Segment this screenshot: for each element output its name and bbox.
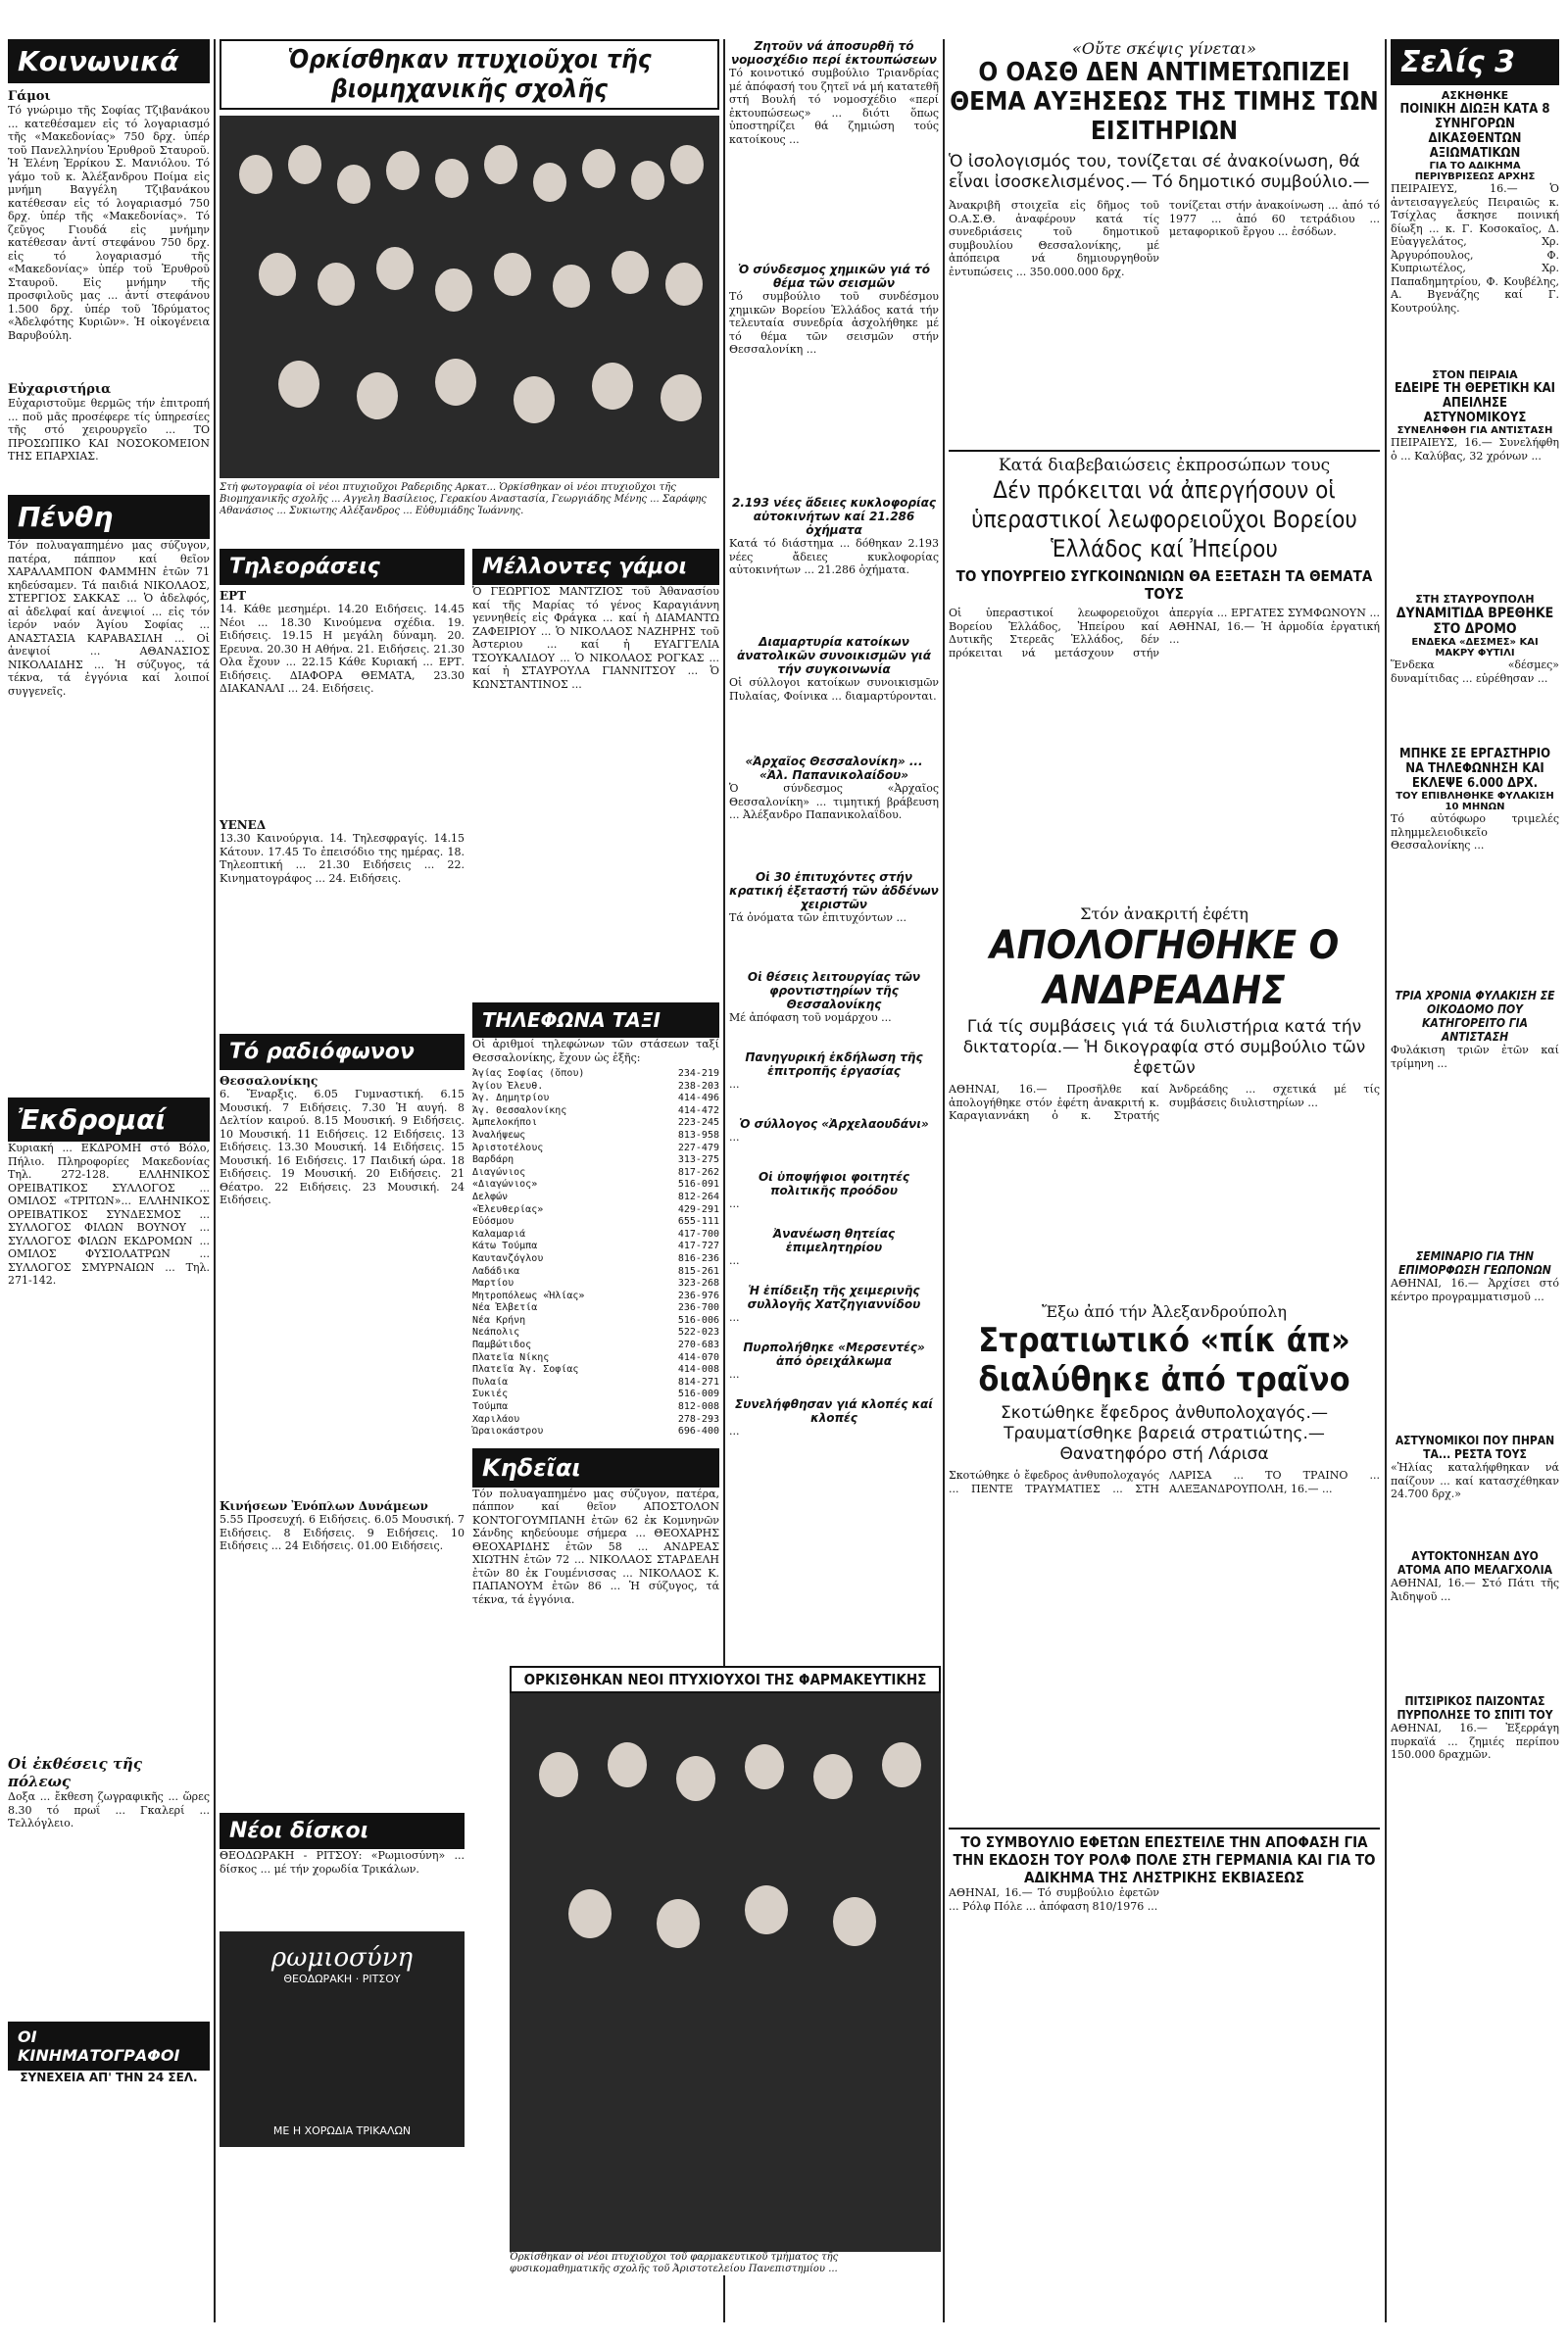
column-rule xyxy=(214,39,216,2322)
eucharistiria-text: Εὐχαριστοῦμε θερμῶς τήν ἐπιτροπή ... ποῦ μᾶς προσέφερε τίς ὑπηρεσίες τῆς στό χειρουργεῖο ... ΤΟ ΠΡΟΣΩΠΙΚΟ ΚΑΙ ΝΟΣΟΚΟΜΕΙΟΝ ΤΗΣ ΕΠΑΡΧΙΑΣ. xyxy=(8,397,210,463)
taxi-stand-name: Παμβώτιδος xyxy=(472,1340,532,1351)
buses-kicker: Κατά διαβεβαιώσεις ἐκπροσώπων τους xyxy=(949,450,1380,475)
kideiai-text: Τόν πολυαγαπημένο μας σύζυγον, πατέρα, πάππον καί θεῖον ΑΠΟΣΤΟΛΟΝ ΚΟΝΤΟΓΟΥΜΠΑΝΗ ἐτῶν 62 ἐκ Κομνηνῶν Σάνδης κηδεύουμε σήμερα ... ΘΕΟΧΑΡΗΣ ΘΕΟΧΑΡΙΔΗΣ ἐτῶν 58 ... ΑΝΔΡΕΑΣ ΧΙΩΤΗΝ ἐτῶν 72 ... ΝΙΚΟΛΑΟΣ ΣΤΑΡΔΕΛΗ ἐτῶν 80 ἐκ Γουμένισσας ... ΝΙΚΟΛΑΟΣ Κ. ΠΑΠΑΝΟΥΜ ἐτῶν 86 ... Ἡ σύζυγος, τά τέκνα, τά ἐγγόνια. xyxy=(472,1487,719,1606)
s6-text: Τά ὀνόματα τῶν ἐπιτυχόντων ... xyxy=(729,911,906,924)
taxi-stand-phone: 429-291 xyxy=(677,1203,719,1215)
s4-text: Οἱ σύλλογοι κατοίκων συνοικισμῶν Πυλαίας, Φοίνικα ... διαμαρτύρονται. xyxy=(729,676,939,703)
s2-title: Ὁ σύνδεσμος χημικῶν γιά τό θέμα τῶν σεισμῶν xyxy=(738,263,930,290)
radio-kinis-text: 5.55 Προσευχή. 6 Ειδήσεις. 6.05 Μουσική. 7 Ειδήσεις. 8 Ειδήσεις. 9 Ειδήσεις. 10 Ειδήσεις ... 24 Ειδήσεις. 01.00 Ειδήσεις. xyxy=(220,1513,465,1552)
section-koinonika-title: Κοινωνικά xyxy=(8,39,210,83)
taxi-row xyxy=(472,1414,719,1427)
oasth-body-2: τονίζεται στήν ἀνακοίνωση ... ἀπό τό 1977 ... ἀπό 60 τετράδιου ... μεταφορικοῦ ἔργου ... ἐσόδων. xyxy=(1169,199,1380,238)
h2-sub: ΣΥΝΕΛΗΦΘΗ ΓΙΑ ΑΝΤΙΣΤΑΣΗ xyxy=(1396,425,1553,436)
taxi-stand-phone: 696-400 xyxy=(677,1426,719,1438)
s9-text: ... xyxy=(729,1131,740,1144)
cinema-title: ΟΙ ΚΙΝΗΜΑΤΟΓΡΑΦΟΙ xyxy=(8,2022,210,2071)
taxi-stand-phone: 812-264 xyxy=(677,1191,719,1202)
sec2: ΣΤΟΝ ΠΕΙΡΑΙΑ xyxy=(1432,368,1518,381)
s11-title: Ἀνανέωση θητείας ἐπιμελητηρίου xyxy=(772,1227,896,1254)
tv-title: Τηλεοράσεις xyxy=(220,549,465,585)
taxi-row xyxy=(472,1327,719,1340)
taxi-stand-phone: 236-976 xyxy=(677,1290,719,1301)
h1-sub: ΓΙΑ ΤΟ ΑΔΙΚΗΜΑ ΠΕΡΙΥΒΡΙΣΕΩΣ ΑΡΧΗΣ xyxy=(1414,161,1536,182)
oasth-body-1: Ἀνακριβῆ στοιχεῖα εἶς δῆμος τοῦ Ο.Α.Σ.Θ. ἀναφέρουν κατά τίς συνεδριάσεις τοῦ δημοτικοῦ συμβουλίου Θεσσαλονίκης, μέ ἀπόπειρα νά δημιουργηθοῦν ἐντυπώσεις ... 350.000.000 δρχ. xyxy=(949,199,1159,278)
pharmacy-photo xyxy=(510,1693,941,2252)
b6: ΑΘΗΝΑΙ, 16.— Ἀρχίσει στό κέντρο προγραμματισμοῦ ... xyxy=(1391,1277,1559,1303)
buses-body: Οἱ ὑπεραστικοί λεωφορειοῦχοι Βορείου Ἑλλάδος, Ἠπείρου καί Δυτικῆς Στερεᾶς Ἑλλάδος, δέν πρόκειται νά μετάσχουν στήν ἀπεργία ... ΕΡΓΑΤΕΣ ΣΥΜΦΩΝΟΥΝ ... ΑΘΗΝΑΙ, 16.— Ἡ ἀρμοδία ἐργατική ... xyxy=(949,607,1380,659)
train-headline: Στρατιωτικό «πίκ άπ» διαλύθηκε ἀπό τραῖνο xyxy=(978,1321,1350,1399)
taxi-row xyxy=(472,1143,719,1155)
taxi-stand-phone: 414-472 xyxy=(677,1104,719,1116)
column-rule xyxy=(943,39,945,2322)
taxi-row xyxy=(472,1204,719,1217)
b2: ΠΕΙΡΑΙΕΥΣ, 16.— Συνελήφθη ὁ ... Καλύβας, 32 χρόνων ... xyxy=(1391,436,1559,463)
gamoi-text: Τό γνώριμο τῆς Σοφίας Τζιβανάκου ... κατεθέσαμεν εἰς τό λογαριασμό τῆς «Μακεδονίας» 750 δρχ. ὑπέρ τοῦ Πανελληνίου Ἑρυθροῦ Σταυροῦ. Ἡ Ἐλένη Ἐρρίκου Σ. Μανιόλου. Τό γάμο τοῦ κ. Ἀλέξανδρου Ποίμα εἰς μνήμη Βαγγέλη Τζιβανάκου κατέθεσαν εἰς τό λογαριασμό 750 δρχ. ὑπέρ τῆς «Μακεδονίας». Τό ζεῦγος Γιουδά εἰς μνήμην κατέθεσαν ἀντί στεφάνου 750 δρχ. εἰς τό λογαριασμό τῆς «Μακεδονίας» ὑπέρ τοῦ Ἐρυθροῦ Σταυροῦ. Εἰς μνήμην τῆς προσφιλοῦς μας ... ἀντί στεφάνου 1.500 δρχ. ὑπέρ τοῦ Ἱδρύματος «Ἀδελφότης Κυριῶν». Ἡ οἰκογένεια Βαρυβούλη. xyxy=(8,104,210,342)
taxi-stand-phone: 417-727 xyxy=(677,1241,719,1252)
taxi-stand-phone: 236-700 xyxy=(677,1302,719,1314)
taxi-phones-title: ΤΗΛΕΦΩΝΑ ΤΑΞΙ xyxy=(472,1002,719,1038)
h1: ΠΟΙΝΙΚΗ ΔΙΩΞΗ ΚΑΤΑ 8 ΣΥΝΗΓΟΡΩΝ ΔΙΚΑΣΘΕΝΤΩΝ ΑΞΙΩΜΑΤΙΚΩΝ xyxy=(1399,102,1550,161)
record-title: ρωμιοσύνη xyxy=(270,1943,414,1973)
h5: ΤΡΙΑ ΧΡΟΝΙΑ ΦΥΛΑΚΙΣΗ ΣΕ ΟΙΚΟΔΟΜΟ ΠΟΥ ΚΑΤΗΓΟΡΕΙΤΟ ΓΙΑ ΑΝΤΙΣΤΑΣΗ xyxy=(1395,989,1555,1044)
section-penthi-title: Πένθη xyxy=(8,495,210,539)
ektheseis-label: Οἱ ἐκθέσεις τῆς πόλεως xyxy=(8,1755,142,1790)
s1-title: Ζητοῦν νά ἀποσυρθῆ τό νομοσχέδιο περί ἐκτουπώσεων xyxy=(731,39,937,67)
taxi-stand-phone: 414-070 xyxy=(677,1351,719,1363)
train-body: Σκοτώθηκε ὁ ἔφεδρος ἀνθυπολοχαγός ... ΠΕΝΤΕ ΤΡΑΥΜΑΤΙΕΣ ... ΣΤΗ ΛΑΡΙΣΑ ... ΤΟ ΤΡΑΙΝΟ ... ΑΛΕΞΑΝΔΡΟΥΠΟΛΗ, 16.— ... xyxy=(949,1469,1380,1495)
penthi-text: Τόν πολυαγαπημένο μας σύζυγον, πατέρα, πάππον καί θεῖον ΧΑΡΑΛΑΜΠΟΝ ΦΑΜΜΗΝ ἐτῶν 71 κηδεύσαμεν. Τά παιδιά ΝΙΚΟΛΑΟΣ, ΣΤΕΡΓΙΟΣ ΣΑΚΚΑΣ ... Ὁ ἀδελφός, αἱ ἀδελφαί καί ἀνεψιοί ... εἰς τόν ἱερόν ναόν Ἁγίου Σοφίας ... ΑΝΑΣΤΑΣΙΑ ΚΑΡΑΒΑΣΙΛΗ ... Οἱ ἀνεψιοί ... ΑΘΑΝΑΣΙΟΣ ΝΙΚΟΛΑΙΔΗΣ ... Ἡ σύζυγος, τά τέκνα, τά ἐγγόνια καί λοιποί συγγενεῖς. xyxy=(8,539,210,698)
taxi-row xyxy=(472,1192,719,1204)
taxi-phones-intro: Οἱ ἀριθμοί τηλεφώνων τῶν στάσεων ταξί Θεσσαλονίκης, ἔχουν ὡς ἑξῆς: xyxy=(472,1038,719,1064)
taxi-stand-name: Συκιές xyxy=(472,1389,509,1400)
taxi-row xyxy=(472,1266,719,1279)
section-ekdromai-title: Ἐκδρομαί xyxy=(8,1098,210,1142)
s4-title: Διαμαρτυρία κατοίκων ἀνατολικῶν συνοικισμῶν γιά τήν συγκοινωνία xyxy=(737,635,931,676)
tv-yened-text: 13.30 Καινούργια. 14. Τηλεσφραγίς. 14.15 Κάτουν. 17.45 Το ἐπεισόδιο της ημέρας. 18. Τηλεοπτική ... 21.30 Ειδήσεις ... 22. Κινηματογράφος ... 24. Ειδήσεις. xyxy=(220,832,465,885)
ekdromai-text: Κυριακή ... ΕΚΔΡΟΜΗ στό Βόλο, Πήλιο. Πληροφορίες Μακεδονίας Τηλ. 272-128. ΕΛΛΗΝΙΚΟΣ ΟΡΕΙΒΑΤΙΚΟΣ ΣΥΛΛΟΓΟΣ ... ΟΜΙΛΟΣ «ΤΡΙΤΩΝ»... ΕΛΛΗΝΙΚΟΣ ΟΡΕΙΒΑΤΙΚΟΣ ΣΥΝΔΕΣΜΟΣ ... ΣΥΛΛΟΓΟΣ ΦΙΛΩΝ ΒΟΥΝΟΥ ... ΣΥΛΛΟΓΟΣ ΦΙΛΩΝ ΕΚΔΡΟΜΩΝ ... ΟΜΙΛΟΣ ΦΥΣΙΟΛΑΤΡΩΝ ... ΣΥΛΛΟΓΟΣ ΣΜΥΡΝΑΙΩΝ ... Τηλ. 271-142. xyxy=(8,1142,210,1287)
taxi-row xyxy=(472,1179,719,1192)
taxi-stand-name: Ὡραιοκάστρου xyxy=(472,1426,544,1438)
rolf-pole-body: ΑΘΗΝΑΙ, 16.— Τό συμβούλιο ἐφετῶν ... Ρόλφ Πόλε ... ἀπόφαση 810/1976 ... xyxy=(949,1886,1159,1913)
taxi-stand-name: «Ἐλευθερίας» xyxy=(472,1203,544,1215)
oasth-headline: Ο ΟΑΣΘ ΔΕΝ ΑΝΤΙΜΕΤΩΠΙΖΕΙ ΘΕΜΑ ΑΥΞΗΣΕΩΣ ΤΗΣ ΤΙΜΗΣ ΤΩΝ ΕΙΣΙΤΗΡΙΩΝ xyxy=(950,58,1379,146)
column-rule xyxy=(1385,39,1387,2322)
b3: Ἕνδεκα «δέσμες» δυναμίτιδας ... εὐρέθησαν ... xyxy=(1391,659,1559,685)
s1-text: Τό κοινοτικό συμβούλιο Τριανδρίας μέ ἀπόφασή του ζητεῖ νά μή κατατεθῆ στή Βουλή τό νομοσχέδιο «περί ἐκτουπώσεως» ... διότι ὅπως ὑποστηρίζει θά ζημιώση τούς κατοίκους ... xyxy=(729,67,939,146)
taxi-row xyxy=(472,1167,719,1180)
taxi-stand-phone: 817-262 xyxy=(677,1166,719,1178)
tv-ert-label: ΕΡΤ xyxy=(220,589,247,603)
b5: Φυλάκιση τριῶν ἐτῶν καί τρίμηνη ... xyxy=(1391,1044,1559,1070)
taxi-stand-phone: 278-293 xyxy=(677,1413,719,1425)
pharmacy-photo-block xyxy=(510,1666,941,2275)
taxi-stand-phone: 323-268 xyxy=(677,1278,719,1290)
s10-text: ... xyxy=(729,1197,740,1210)
s13-title: Πυρπολήθηκε «Μερσεντές» ἀπό ὁρειχάλκωμα xyxy=(743,1341,925,1368)
taxi-row xyxy=(472,1302,719,1315)
taxi-stand-name: Δελφών xyxy=(472,1191,509,1202)
h6: ΣΕΜΙΝΑΡΙΟ ΓΙΑ ΤΗΝ ΕΠΙΜΟΡΦΩΣΗ ΓΕΩΠΟΝΩΝ xyxy=(1398,1249,1551,1277)
new-records-text: ΘΕΟΔΩΡΑΚΗ - ΡΙΤΣΟΥ: «Ρωμιοσύνη» ... δίσκος ... μέ τήν χορωδία Τρικάλων. xyxy=(220,1849,465,1876)
andreadis-body: ΑΘΗΝΑΙ, 16.— Προσῆλθε καί ἀπολογήθηκε στόν ἐφέτη ἀνακριτή κ. Καραγιαννάκη ὁ κ. Στρατής Ἀνδρεάδης ... σχετικά μέ τίς συμβάσεις διυλιστηρίων ... xyxy=(949,1083,1380,1122)
taxi-row xyxy=(472,1389,719,1401)
s5-title: «Ἀρχαῖος Θεσσαλονίκη» ... «Ἀλ. Παπανικολαίδου» xyxy=(745,755,923,782)
taxi-stand-phone: 516-091 xyxy=(677,1179,719,1191)
taxi-stand-name: Κάτω Τούμπα xyxy=(472,1241,538,1252)
s14-title: Συνελήφθησαν γιά κλοπές καί κλοπές xyxy=(735,1397,933,1425)
sec-label: ΑΣΚΗΘΗΚΕ xyxy=(1441,89,1509,102)
s3-text: Κατά τό διάστημα ... δόθηκαν 2.193 νέες ἄδειες κυκλοφορίας αὐτοκινήτων ... 21.286 ὀχήματα. xyxy=(729,537,939,576)
new-records-title: Νέοι δίσκοι xyxy=(220,1813,465,1849)
taxi-row xyxy=(472,1401,719,1414)
s9-title: Ὁ σύλλογος «Ἀρχελαουδάνι» xyxy=(739,1117,929,1131)
taxi-stand-phone: 812-008 xyxy=(677,1401,719,1413)
taxi-row xyxy=(472,1093,719,1105)
oasth-kicker: «Οὔτε σκέψις γίνεται» xyxy=(1072,39,1256,58)
taxi-row xyxy=(472,1352,719,1365)
s12-title: Ἡ ἐπίδειξη τῆς χειμερινῆς συλλογῆς Χατζηγιαννίδου xyxy=(747,1284,921,1311)
s10-title: Οἱ ὑποψήφιοι φοιτητές πολιτικῆς προόδου xyxy=(758,1170,910,1197)
sec3: ΣΤΗ ΣΤΑΥΡΟΥΠΟΛΗ xyxy=(1415,593,1535,606)
b8: ΑΘΗΝΑΙ, 16.— Στό Πάτι τῆς Ἀιδηψοῦ ... xyxy=(1391,1577,1559,1603)
taxi-stand-name: Νεάπολις xyxy=(472,1327,520,1339)
taxi-stand-phone: 516-009 xyxy=(677,1389,719,1400)
taxi-stand-phone: 414-496 xyxy=(677,1093,719,1104)
taxi-stand-phone: 516-006 xyxy=(677,1314,719,1326)
column-right xyxy=(1391,39,1559,2322)
cinema-sub: ΣΥΝΕΧΕΙΑ ΑΠ' ΤΗΝ 24 ΣΕΛ. xyxy=(20,2071,198,2084)
taxi-row xyxy=(472,1068,719,1081)
radio-kinis-label: Κινήσεων Ἐνόπλων Δυνάμεων xyxy=(220,1499,428,1513)
s6-title: Οἱ 30 ἐπιτυχόντες στήν κρατική ἐξεταστή τῶν ἀδδένων χειριστῶν xyxy=(729,870,939,911)
taxi-stand-name: Λαδάδικα xyxy=(472,1265,520,1277)
taxi-stand-name: Χαριλάου xyxy=(472,1413,520,1425)
taxi-stand-phone: 234-219 xyxy=(677,1068,719,1079)
s14-text: ... xyxy=(729,1425,740,1438)
taxi-stand-name: Ἁγίου Ἐλευθ. xyxy=(472,1080,544,1092)
taxi-stand-phone: 522-023 xyxy=(677,1327,719,1339)
pharmacy-photo-title: ΟΡΚΙΣΘΗΚΑΝ ΝΕΟΙ ΠΤΥΧΙΟΥΧΟΙ ΤΗΣ ΦΑΡΜΑΚΕΥΤΙΚΗΣ xyxy=(510,1666,941,1693)
h9: ΠΙΤΣΙΡΙΚΟΣ ΠΑΙΖΟΝΤΑΣ ΠΥΡΠΟΛΗΣΕ ΤΟ ΣΠΙΤΙ ΤΟΥ xyxy=(1396,1694,1553,1722)
gamoi-label: Γάμοι xyxy=(8,89,51,104)
taxi-stand-phone: 238-203 xyxy=(677,1080,719,1092)
taxi-row xyxy=(472,1130,719,1143)
taxi-row xyxy=(472,1105,719,1118)
train-deck: Σκοτώθηκε ἔφεδρος ἀνθυπολοχαγός.— Τραυματίσθηκε βαρειά στρατιώτης.— Θανατηφόρο στή Λάρισα xyxy=(1001,1403,1328,1464)
taxi-stand-phone: 655-111 xyxy=(677,1216,719,1228)
taxi-stand-name: Πλατεῖα Ἁγ. Σοφίας xyxy=(472,1364,579,1376)
b4: Τό αὐτόφωρο τριμελές πλημμελειοδικεῖο Θεσσαλονίκης ... xyxy=(1391,812,1559,852)
kideiai-title: Κηδεῖαι xyxy=(472,1448,719,1488)
taxi-row xyxy=(472,1340,719,1352)
taxi-row xyxy=(472,1216,719,1229)
taxi-stand-phone: 227-479 xyxy=(677,1142,719,1153)
taxi-stand-name: Πλατεῖα Νίκης xyxy=(472,1351,550,1363)
buses-subhead: ΤΟ ΥΠΟΥΡΓΕΙΟ ΣΥΓΚΟΙΝΩΝΙΩΝ ΘΑ ΕΞΕΤΑΣΗ ΤΑ ΘΕΜΑΤΑ ΤΟΥΣ xyxy=(956,567,1373,603)
h3-sub: ΕΝΔΕΚΑ «ΔΕΣΜΕΣ» ΚΑΙ ΜΑΚΡΥ ΦΥΤΙΛΙ xyxy=(1411,637,1539,659)
taxi-stand-phone: 814-271 xyxy=(677,1376,719,1388)
ektheseis-text: Δοξα ... ἔκθεση ζωγραφικῆς ... ὥρες 8.30 τό πρωΐ ... Γκαλερί ... Τελλόγλειο. xyxy=(8,1790,210,1830)
taxi-stand-name: Εὐόσμου xyxy=(472,1216,514,1228)
mellontes-gamoi-title: Μέλλοντες γάμοι xyxy=(472,549,719,585)
taxi-stand-phone: 813-958 xyxy=(677,1129,719,1141)
taxi-stand-name: Ἀμπελοκήποι xyxy=(472,1117,538,1129)
taxi-stand-name: «Διαγώνιος» xyxy=(472,1179,538,1191)
b1: ΠΕΙΡΑΙΕΥΣ, 16.— Ὁ ἀντεισαγγελεύς Πειραιῶς κ. Τσίχλας ἄσκησε ποινική δίωξη ... κ. Γ. Κοσοκαῖος, Δ. Εὐαγγελάτος, Χρ. Ἀργυρόπουλος, Φ. Κυπριωτέλος, Χρ. Παπαδημητρίου, Φ. Κουβέλης, Α. Βγενάζης καί Γ. Κουτρούλης. xyxy=(1391,182,1559,315)
taxi-row xyxy=(472,1253,719,1266)
taxi-stand-phone: 270-683 xyxy=(677,1340,719,1351)
pharmacy-photo-caption: Ὁρκίσθηκαν οἱ νέοι πτυχιοῦχοι τοῦ φαρμακευτικοῦ τμήματος τῆς φυσικομαθηματικῆς σχολῆς τοῦ Ἀριστοτελείου Πανεπιστημίου ... xyxy=(510,2252,941,2275)
taxi-stand-phone: 223-245 xyxy=(677,1117,719,1129)
taxi-phones-list xyxy=(472,1068,719,1439)
oasth-deck: Ὁ ἰσολογισμός του, τονίζεται σέ ἀνακοίνωση, θά εἶναι ἰσοσκελισμένος.— Τό δημοτικό συμβούλιο.— xyxy=(949,152,1370,192)
taxi-stand-name: Ἁγίας Σοφίας (ὅπου) xyxy=(472,1068,585,1079)
radio-thess-label: Θεσσαλονίκης xyxy=(220,1074,318,1088)
taxi-stand-phone: 313-275 xyxy=(677,1154,719,1166)
column-main-news xyxy=(949,39,1380,2322)
record-subtitle: ΘΕΟΔΩΡΑΚΗ · ΡΙΤΣΟΥ xyxy=(283,1973,401,1985)
andreadis-headline: ΑΠΟΛΟΓΗΘΗΚΕ Ο ΑΝΔΡΕΑΔΗΣ xyxy=(989,923,1340,1013)
headline-biomichaniki: Ὁρκίσθηκαν πτυχιοῦχοι τῆς βιομηχανικῆς σχολῆς xyxy=(220,39,719,110)
page-label: Σελίς 3 xyxy=(1391,39,1559,85)
train-kicker: Ἔξω ἀπό τήν Ἀλεξανδρούπολη xyxy=(1042,1302,1287,1321)
s8-title: Πανηγυρική ἐκδήλωση τῆς ἐπιτροπῆς ἐργασίας xyxy=(745,1050,923,1078)
h8: ΑΥΤΟΚΤΟΝΗΣΑΝ ΔΥΟ ΑΤΟΜΑ ΑΠΟ ΜΕΛΑΓΧΟΛΙΑ xyxy=(1396,1549,1552,1577)
taxi-stand-name: Διαγώνιος xyxy=(472,1166,526,1178)
taxi-stand-name: Ἀριστοτέλους xyxy=(472,1142,544,1153)
column-social xyxy=(8,39,210,2322)
tv-ert-text: 14. Κάθε μεσημέρι. 14.20 Ειδήσεις. 14.45 Νέοι ... 18.30 Κινούμενα σχέδια. 19. Ειδήσεις. 19.15 Η μεγάλη δύναμη. 20. Ερευνα. 20.30 Η Αθήνα. 21. Ειδήσεις. 21.30 Ολα ἔχουν ... 22.15 Κάθε Κυριακή ... ΕΡΤ. Ειδήσεις. ΔΙΑΦΟΡΑ ΘΕΜΑΤΑ, 23.30 ΔΙΑΚΑΝΑΛΙ ... 24. Ειδήσεις. xyxy=(220,603,465,695)
s11-text: ... xyxy=(729,1254,740,1267)
taxi-row xyxy=(472,1364,719,1377)
taxi-row xyxy=(472,1117,719,1130)
taxi-stand-name: Μητροπόλεως «Ἡλίας» xyxy=(472,1290,585,1301)
taxi-row xyxy=(472,1291,719,1303)
taxi-stand-name: Νέα Ἐλβετία xyxy=(472,1302,538,1314)
s8-text: ... xyxy=(729,1078,740,1091)
buses-headline: Δέν πρόκειται νά ἀπεργήσουν οἱ ὑπεραστικοί λεωφορειοῦχοι Βορείου Ἑλλάδος καί Ἠπείρου xyxy=(971,476,1357,562)
taxi-stand-name: Ἁγ. Θεσσαλονίκης xyxy=(472,1104,567,1116)
b9: ΑΘΗΝΑΙ, 16.— Ἐξερράγη πυρκαϊά ... ζημιές περίπου 150.000 δραχμῶν. xyxy=(1391,1722,1559,1761)
taxi-stand-phone: 815-261 xyxy=(677,1265,719,1277)
record-cover xyxy=(220,1931,465,2147)
tv-yened-label: ΥΕΝΕΔ xyxy=(220,818,267,832)
taxi-row xyxy=(472,1315,719,1328)
h4-sub: ΤΟΥ ΕΠΙΒΛΗΘΗΚΕ ΦΥΛΑΚΙΣΗ 10 ΜΗΝΩΝ xyxy=(1396,791,1554,812)
taxi-stand-phone: 417-700 xyxy=(677,1228,719,1240)
taxi-stand-name: Νέα Κρήνη xyxy=(472,1314,526,1326)
taxi-row xyxy=(472,1229,719,1242)
s12-text: ... xyxy=(729,1311,740,1324)
taxi-stand-name: Ἁγ. Δημητρίου xyxy=(472,1093,550,1104)
h7: ΑΣΤΥΝΟΜΙΚΟΙ ΠΟΥ ΠΗΡΑΝ ΤΑ... ΡΕΣΤΑ ΤΟΥΣ xyxy=(1395,1434,1555,1461)
s7-title: Οἱ θέσεις λειτουργίας τῶν φροντιστηρίων τῆς Θεσσαλονίκης xyxy=(747,970,921,1011)
eucharistiria-label: Εὐχαριστήρια xyxy=(8,382,112,397)
taxi-row xyxy=(472,1081,719,1094)
s5-text: Ὁ σύνδεσμος «Ἀρχαῖος Θεσσαλονίκη» ... τιμητική βράβευση ... Ἀλέξανδρο Παπανικολαΐδου. xyxy=(729,782,939,821)
record-caption: ΜΕ Η ΧΟΡΩΔΙΑ ΤΡΙΚΑΛΩΝ xyxy=(272,2124,412,2137)
graduates-caption: Στή φωτογραφία οἱ νέοι πτυχιοῦχοι Ραδεριδης Αρκατ... Ὁρκίσθηκαν οἱ νέοι πτυχιοῦχοι τῆς Βιομηχανικῆς σχολῆς ... Αγγελη Βασίλειος, Γερακίου Αναστασία, Γεωργιάδης Μένης ... Σαράφης Αθανάσιος ... Συκιωτης Αλέξανδρος ... Εὐθυμιάδης Ἰωάννης. xyxy=(220,482,707,516)
taxi-row xyxy=(472,1377,719,1390)
taxi-stand-name: Μαρτίου xyxy=(472,1278,514,1290)
h4: ΜΠΗΚΕ ΣΕ ΕΡΓΑΣΤΗΡΙΟ ΝΑ ΤΗΛΕΦΩΝΗΣΗ ΚΑΙ ΕΚΛΕΨΕ 6.000 ΔΡΧ. xyxy=(1398,747,1551,791)
s2-text: Τό συμβούλιο τοῦ συνδέσμου χημικῶν Βορείου Ἑλλάδος κατά τήν τελευταία συνεδρία ἀσχολήθηκε μέ τό θέμα τῶν σεισμῶν στήν Θεσσαλονίκη ... xyxy=(729,290,939,356)
taxi-stand-name: Ἀναλήψεως xyxy=(472,1129,526,1141)
taxi-row xyxy=(472,1426,719,1439)
taxi-stand-name: Καλαμαριά xyxy=(472,1228,526,1240)
taxi-stand-phone: 414-008 xyxy=(677,1364,719,1376)
andreadis-kicker: Στόν ἀνακριτή ἐφέτη xyxy=(1080,904,1249,923)
taxi-stand-name: Καυτανζόγλου xyxy=(472,1252,544,1264)
taxi-stand-name: Τούμπα xyxy=(472,1401,509,1413)
tv-radio-column xyxy=(220,549,465,2147)
s7-text: Μέ ἀπόφαση τοῦ νομάρχου ... xyxy=(729,1011,892,1024)
taxi-row xyxy=(472,1241,719,1253)
radio-title: Τό ραδιόφωνον xyxy=(220,1034,465,1070)
graduates-photo xyxy=(220,116,719,478)
s3-title: 2.193 νέες ἄδειες κυκλοφορίας αὐτοκινήτων καί 21.286 ὀχήματα xyxy=(731,496,937,537)
andreadis-deck: Γιά τίς συμβάσεις γιά τά διυλιστήρια κατά τήν δικτατορία.— Ἡ δικογραφία στό συμβούλιο τῶν ἐφετῶν xyxy=(962,1017,1366,1078)
taxi-stand-name: Βαρδάρη xyxy=(472,1154,514,1166)
rolf-pole-headline: ΤΟ ΣΥΜΒΟΥΛΙΟ ΕΦΕΤΩΝ ΕΠΕΣΤΕΙΛΕ ΤΗΝ ΑΠΟΦΑΣΗ ΓΙΑ ΤΗΝ ΕΚΔΟΣΗ ΤΟΥ ΡΟΛΦ ΠΟΛΕ ΣΤΗ ΓΕΡΜΑΝΙΑ ΚΑΙ ΓΙΑ ΤΟ ΑΔΙΚΗΜΑ ΤΗΣ ΛΗΣΤΡΙΚΗΣ ΕΚΒΙΑΣΕΩΣ xyxy=(949,1828,1380,1886)
taxi-stand-phone: 816-236 xyxy=(677,1252,719,1264)
h2: ΕΔΕΙΡΕ ΤΗ ΘΕΡΕΤΙΚΗ ΚΑΙ ΑΠΕΙΛΗΣΕ ΑΣΤΥΝΟΜΙΚΟΥΣ xyxy=(1394,381,1556,425)
taxi-stand-name: Πυλαία xyxy=(472,1376,509,1388)
h3: ΔΥΝΑΜΙΤΙΔΑ ΒΡΕΘΗΚΕ ΣΤΟ ΔΡΟΜΟ xyxy=(1396,606,1554,637)
b7: «Ἡλίας καταλήφθηκαν νά παίζουν ... καί κατασχέθηκαν 24.700 δρχ.» xyxy=(1391,1461,1559,1500)
taxi-row xyxy=(472,1154,719,1167)
radio-thess-text: 6. Ἔναρξις. 6.05 Γυμναστική. 6.15 Μουσική. 7 Ειδήσεις. 7.30 Ἡ αυγή. 8 Δελτίον καιρού. 8.15 Μουσική. 9 Ειδήσεις. 10 Μουσική. 11 Ειδήσεις. 12 Ειδήσεις. 13 Ειδήσεις. 13.30 Μουσική. 14 Ειδήσεις. 15 Μουσική. 16 Ειδήσεις. 17 Παιδική ώρα. 18 Ειδήσεις. 19 Μουσική. 20 Ειδήσεις. 21 Θέατρο. 22 Ειδήσεις. 23 Μουσική. 24 Ειδήσεις. xyxy=(220,1088,465,1206)
mellontes-gamoi-text: Ὁ ΓΕΩΡΓΙΟΣ ΜΑΝΤΖΙΟΣ τοῦ Ἀθανασίου καί τῆς Μαρίας τό γένος Καραγιάννη γεννηθείς εἰς Φράγκα ... καί ἡ ΔΙΑΜΑΝΤΩ ΖΑΦΕΙΡΙΟΥ ... Ὁ ΝΙΚΟΛΑΟΣ ΝΑΖΗΡΗΣ τοῦ Ἀστεριου ... καί ἡ ΕΥΑΓΓΕΛΙΑ ΤΣΟΥΚΑΛΙΔΟΥ ... Ὁ ΝΙΚΟΛΑΟΣ ΡΟΓΚΑΣ ... καί ἡ ΣΤΑΥΡΟΥΛΑ ΓΙΑΝΝΙΤΣΟΥ ... Ὁ ΚΩΝΣΤΑΝΤΙΝΟΣ ... xyxy=(472,585,719,691)
s13-text: ... xyxy=(729,1368,740,1381)
taxi-row xyxy=(472,1278,719,1291)
